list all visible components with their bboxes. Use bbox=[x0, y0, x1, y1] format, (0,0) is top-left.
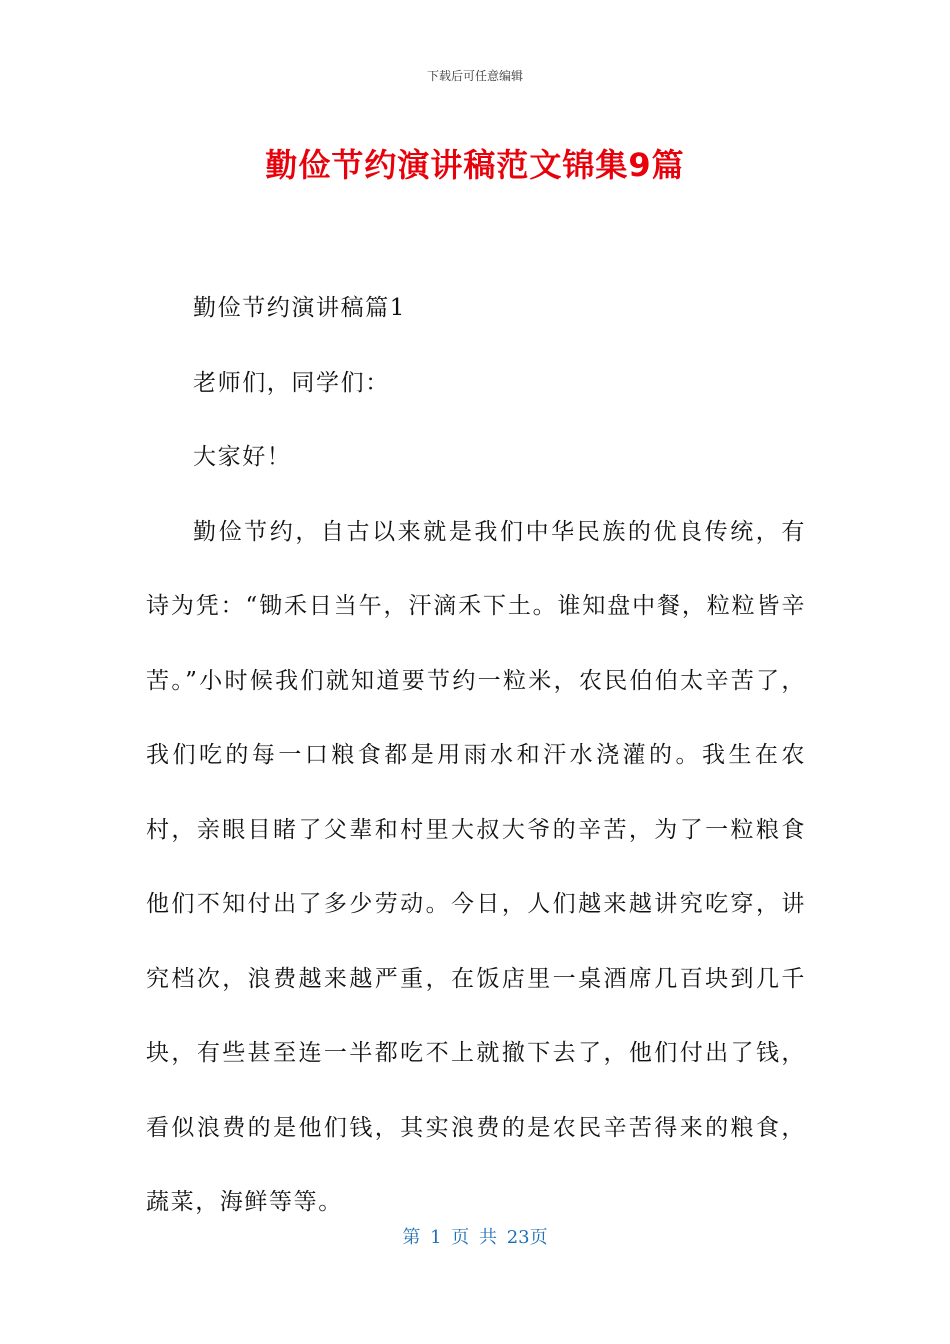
salutation-line: 老师们，同学们： bbox=[193, 369, 390, 396]
document-title: 勤俭节约演讲稿范文锦集9篇 bbox=[265, 146, 685, 184]
section-heading: 勤俭节约演讲稿篇1 bbox=[193, 295, 407, 321]
greeting-line: 大家好！ bbox=[193, 444, 292, 470]
document-body bbox=[146, 271, 806, 1240]
body-paragraph: 勤俭节约，自古以来就是我们中华民族的优良传统，有诗为凭：“锄禾日当午，汗滴禾下土。谁知盘中餐，粒粒皆辛苦。”小时候我们就知道要节约一粒米，农民伯伯太辛苦了，我们吃的每一口粮食都是用雨水和汗水浇灌的。我生在农村，亲眼目睹了父辈和村里大叔大爷的辛苦，为了一粒粮食他们不知付出了多少劳动。今日，人们越来越讲究吃穿，讲究档次，浪费越来越严重，在饭店里一桌酒席几百块到几千块，有些甚至连一半都吃不上就撤下去了，他们付出了钱，看似浪费的是他们钱，其实浪费的是农民辛苦得来的粮食，蔬菜，海鲜等等。 bbox=[146, 518, 806, 1215]
page-indicator: 第 1 页 共 23页 bbox=[402, 1227, 548, 1248]
header-note: 下载后可任意编辑 bbox=[426, 69, 523, 83]
